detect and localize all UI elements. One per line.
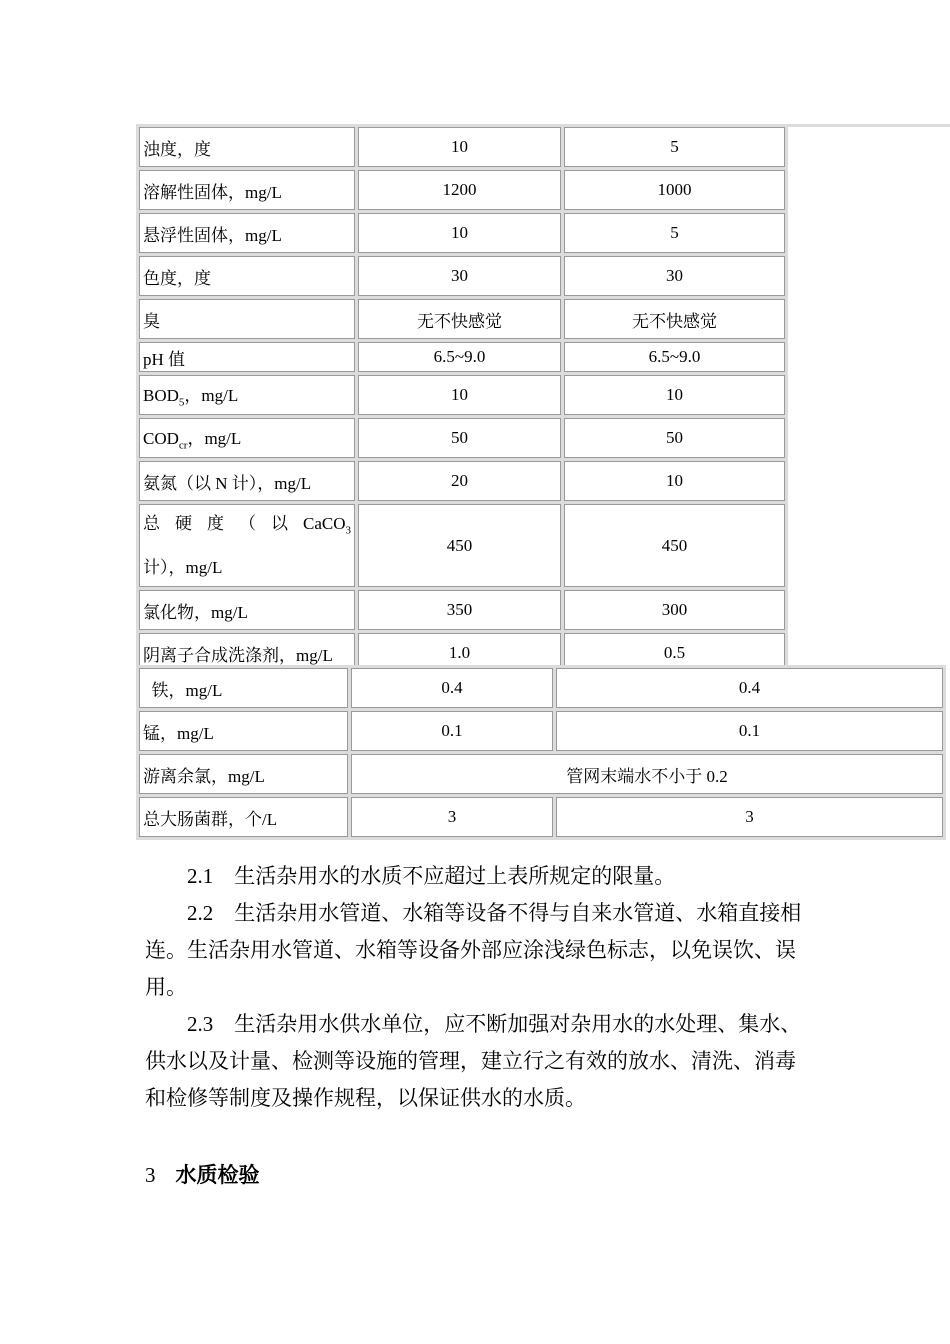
- value-cell: 10: [358, 127, 561, 167]
- clause-text: 生活杂用水的水质不应超过上表所规定的限量。: [234, 864, 676, 888]
- table-row: [139, 170, 785, 210]
- value-cell: 0.4: [351, 668, 553, 708]
- item-subscript: 3: [345, 524, 351, 537]
- item-main: COD: [143, 429, 179, 449]
- value-cell: 30: [358, 256, 561, 296]
- table-row: [139, 418, 785, 458]
- value-cell: 无不快感觉: [564, 299, 785, 339]
- table-row: [139, 375, 785, 415]
- item-cell: 悬浮性固体，mg/L: [139, 213, 355, 253]
- item-subscript: 5: [178, 396, 185, 409]
- item-unit: ，mg/L: [184, 386, 239, 406]
- value-cell: 6.5~9.0: [358, 342, 561, 372]
- item-main: BOD: [143, 386, 179, 406]
- value-cell: 10: [358, 213, 561, 253]
- table-top-border-extension: [784, 124, 950, 127]
- clause-number: 2.3: [187, 1012, 214, 1036]
- item-cell: 氨氮（以 N 计），mg/L: [139, 461, 355, 501]
- item-cell: 游离余氯，mg/L: [139, 754, 348, 794]
- table-row: [139, 342, 785, 372]
- section-heading: [145, 1157, 260, 1194]
- table-row: [139, 127, 785, 167]
- item-unit: ，mg/L: [187, 429, 242, 449]
- value-cell: 6.5~9.0: [564, 342, 785, 372]
- water-quality-table-upper: [136, 124, 788, 676]
- paragraph-2-2: [145, 895, 810, 1006]
- item-line-2: 计），mg/L: [143, 558, 223, 578]
- value-cell: 10: [358, 375, 561, 415]
- value-cell: 50: [358, 418, 561, 458]
- table-row: [139, 668, 943, 708]
- item-subscript: cr: [178, 439, 188, 452]
- table-row: [139, 590, 785, 630]
- item-cell: 总大肠菌群，个/L: [139, 797, 348, 837]
- value-cell: 450: [564, 504, 785, 587]
- clause-number: 2.1: [187, 864, 214, 888]
- value-cell: 1000: [564, 170, 785, 210]
- table-row: [139, 797, 943, 837]
- item-cell: 溶解性固体，mg/L: [139, 170, 355, 210]
- value-cell: 1200: [358, 170, 561, 210]
- merged-value-cell: 管网末端水不小于 0.2: [351, 754, 943, 794]
- value-cell: 1.0: [358, 633, 561, 673]
- item-cell: 浊度，度: [139, 127, 355, 167]
- item-cell: [139, 504, 355, 587]
- value-cell: 300: [564, 590, 785, 630]
- clause-text: 生活杂用水供水单位，应不断加强对杂用水的水处理、集水、供水以及计量、检测等设施的管理，建立行之有效的放水、清洗、消毒和检修等制度及操作规程，以保证供水的水质。: [145, 1012, 802, 1110]
- water-quality-table-lower: [136, 665, 946, 840]
- value-cell: 450: [358, 504, 561, 587]
- value-cell: 5: [564, 213, 785, 253]
- item-line-1: 总 硬 度 （ 以 CaCO$_3$: [143, 514, 351, 537]
- clause-number: 2.2: [187, 901, 214, 925]
- table-row: [139, 711, 943, 751]
- item-cell: 铁，mg/L: [139, 668, 348, 708]
- value-cell: 3: [351, 797, 553, 837]
- table-row: [139, 213, 785, 253]
- item-cell: [139, 375, 355, 415]
- value-cell: 350: [358, 590, 561, 630]
- item-cell: 臭: [139, 299, 355, 339]
- value-cell: 0.1: [351, 711, 553, 751]
- value-cell: 10: [564, 461, 785, 501]
- value-cell: 10: [564, 375, 785, 415]
- item-cell: 氯化物，mg/L: [139, 590, 355, 630]
- section-title: 水质检验: [175, 1163, 260, 1187]
- value-cell: 0.5: [564, 633, 785, 673]
- clause-text: 生活杂用水管道、水箱等设备不得与自来水管道、水箱直接相连。生活杂用水管道、水箱等设备外部应涂浅绿色标志，以免误饮、误用。: [145, 901, 802, 999]
- value-cell: 0.4: [556, 668, 943, 708]
- value-cell: 无不快感觉: [358, 299, 561, 339]
- item-cell: 阴离子合成洗涤剂，mg/L: [139, 633, 355, 673]
- table-row: [139, 461, 785, 501]
- paragraph-2-3: [145, 1006, 810, 1117]
- value-cell: 0.1: [556, 711, 943, 751]
- value-cell: 50: [564, 418, 785, 458]
- table-row: [139, 299, 785, 339]
- value-cell: 3: [556, 797, 943, 837]
- item-cell: pH 值: [139, 342, 355, 372]
- table-row: [139, 754, 943, 794]
- item-cell: [139, 418, 355, 458]
- value-cell: 5: [564, 127, 785, 167]
- value-cell: 20: [358, 461, 561, 501]
- value-cell: 30: [564, 256, 785, 296]
- table-row: [139, 504, 785, 587]
- item-cell: 色度，度: [139, 256, 355, 296]
- item-cell: 锰，mg/L: [139, 711, 348, 751]
- section-number: 3: [145, 1163, 156, 1187]
- paragraph-2-1: [145, 858, 810, 895]
- table-row: [139, 256, 785, 296]
